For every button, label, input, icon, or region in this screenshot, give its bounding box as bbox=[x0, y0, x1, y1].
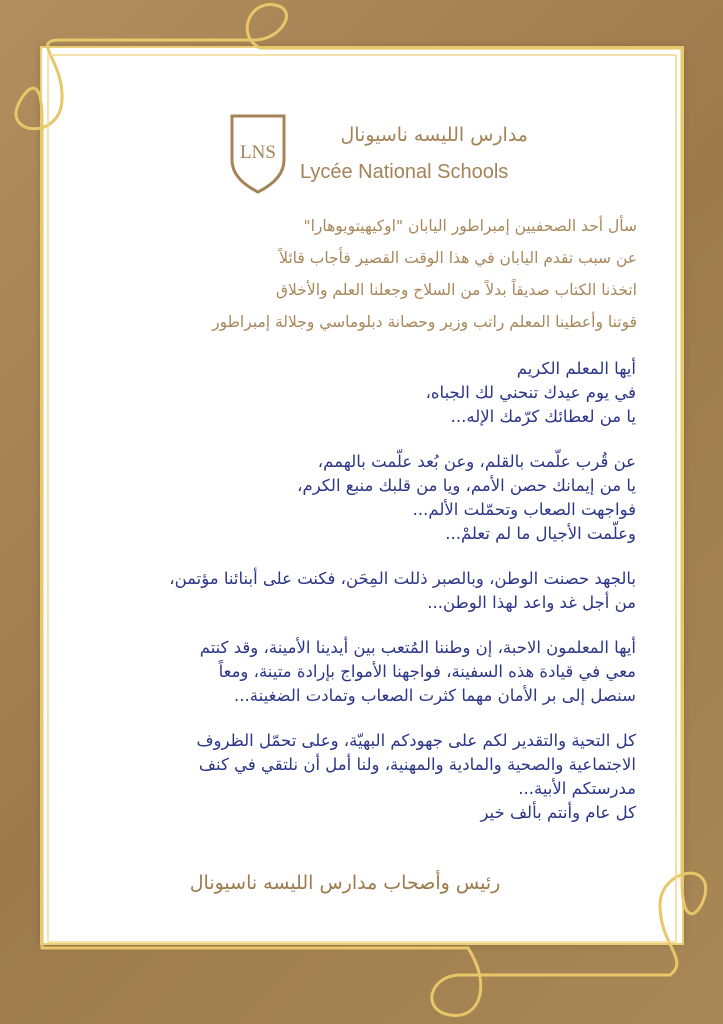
letter-line: الاجتماعية والصحية والمادية والمهنية، ولنا أمل أن نلتقي في كنف bbox=[198, 755, 636, 774]
quote-line: سأل أحد الصحفيين إمبراطور اليابان "اوكيهيتويوهارا" bbox=[303, 217, 637, 235]
letter-line: يا من لعطائك كرّمك الإله... bbox=[450, 407, 636, 426]
crest-shield-icon bbox=[228, 112, 288, 194]
signature: رئيس وأصحاب مدارس الليسه ناسيونال bbox=[189, 872, 501, 894]
letter-line: في يوم عيدك تنحني لك الجباه، bbox=[425, 383, 636, 402]
letter-line: كل التحية والتقدير لكم على جهودكم البهيّة، وعلى تحمّل الظروف bbox=[196, 731, 636, 750]
school-name-arabic: مدارس الليسه ناسيونال bbox=[340, 124, 528, 146]
letter-line: معي في قيادة هذه السفينة، فواجهنا الأمواج بإرادة متينة، ومعاً bbox=[218, 662, 636, 681]
letter-line: بالجهد حصنت الوطن، وبالصبر ذللت المِحَن، فكنت على أبنائنا مؤتمن، bbox=[169, 569, 636, 588]
letter-body bbox=[76, 357, 636, 846]
letter-line: فواجهت الصعاب وتحمّلت الألم... bbox=[412, 500, 636, 519]
letter-paragraph-3 bbox=[76, 567, 636, 615]
letter-paragraph-1 bbox=[76, 357, 636, 429]
quote-line: قوتنا وأعطينا المعلم راتب وزير وحصانة دبلوماسي وجلالة إمبراطور bbox=[212, 313, 637, 331]
quote-line: اتخذنا الكتاب صديقاً بدلاً من السلاح وجعلنا العلم والأخلاق bbox=[276, 281, 637, 299]
letter-line: وعلّمت الأجيال ما لم تعلمْ... bbox=[445, 524, 636, 543]
letter-line: من أجل غد واعد لهذا الوطن... bbox=[427, 593, 636, 612]
quote-line: عن سبب تقدم اليابان في هذا الوقت القصير فأجاب قائلاً bbox=[279, 249, 637, 267]
quote-block bbox=[77, 210, 637, 338]
letter-line: أيها المعلم الكريم bbox=[516, 359, 636, 378]
letter-line: أيها المعلمون الاحبة، إن وطننا المُتعب بين أيدينا الأمينة، وقد كنتم bbox=[199, 638, 636, 657]
letter-paragraph-5 bbox=[76, 729, 636, 825]
letter-line: كل عام وأنتم بألف خير bbox=[480, 803, 636, 822]
letter-line: سنصل إلى بر الأمان مهما كثرت الصعاب وتمادت الضغينة... bbox=[234, 686, 636, 705]
school-logo bbox=[228, 112, 528, 196]
letter-line: عن قُرب علّمت بالقلم، وعن بُعد علّمت بالهمم، bbox=[317, 452, 636, 471]
letter-paragraph-2 bbox=[76, 450, 636, 546]
school-name-english: Lycée National Schools bbox=[300, 161, 509, 183]
logo-monogram: LNS bbox=[240, 142, 276, 163]
letter-line: يا من إيمانك حصن الأمم، ويا من قلبك منبع الكرم، bbox=[297, 476, 636, 495]
letter-line: مدرستكم الأبية... bbox=[518, 779, 636, 798]
letter-paragraph-4 bbox=[76, 636, 636, 708]
